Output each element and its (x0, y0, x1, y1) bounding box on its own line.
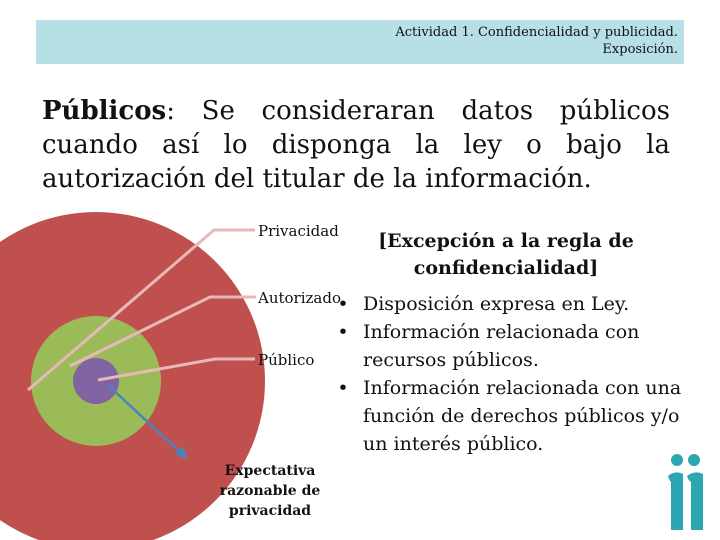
ring-inner-publico (73, 358, 119, 404)
label-publico: Público (258, 351, 315, 369)
list-item: • Disposición expresa en Ley. (324, 290, 684, 318)
label-expectativa: Expectativa razonable de privacidad (219, 463, 321, 519)
label-autorizado: Autorizado (258, 289, 341, 307)
label-privacidad: Privacidad (258, 222, 339, 240)
lead-text: : Se consideraran datos públicos cuando así lo disponga la ley o bajo la autorización del titular de la información. (42, 96, 670, 194)
exception-title: [Excepción a la regla de confidencialidad] (378, 230, 634, 279)
bullet-icon: • (337, 321, 349, 343)
bullet-icon: • (337, 377, 349, 399)
header-title-line1: Actividad 1. Confidencialidad y publicidad. (395, 25, 678, 40)
bullet-icon: • (337, 293, 349, 315)
exception-list (324, 290, 684, 458)
list-item: • Información relacionada con recursos públicos. (324, 318, 684, 374)
ii-logo-icon (665, 450, 713, 530)
list-item: • Información relacionada con una función de derechos públicos y/o un interés público. (324, 374, 684, 458)
lead-term: Públicos (42, 96, 167, 126)
header-title-line2: Exposición. (602, 42, 678, 57)
